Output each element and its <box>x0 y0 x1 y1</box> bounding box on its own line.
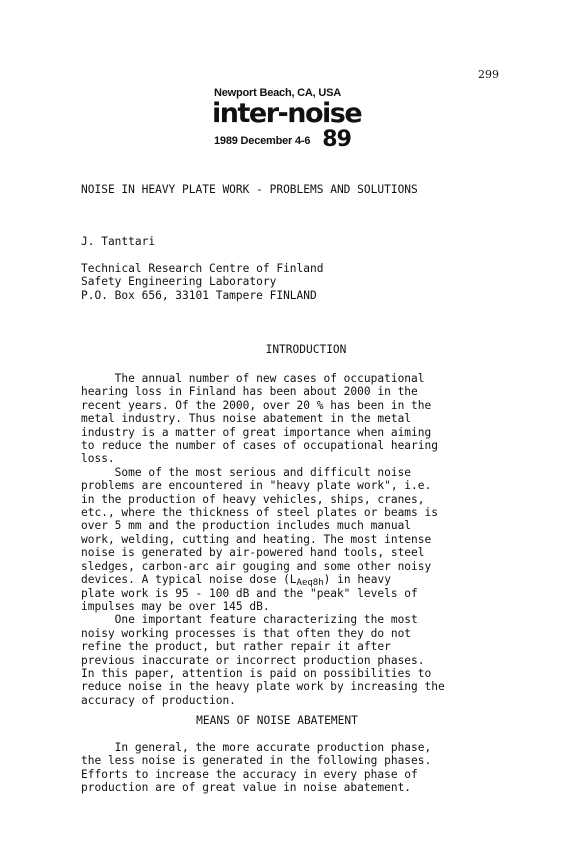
paragraph <box>81 372 511 466</box>
text-line: refine the product, but rather repair it after <box>81 640 391 654</box>
page-number: 299 <box>478 68 499 81</box>
affiliation-line: Safety Engineering Laboratory <box>81 275 277 289</box>
text-line: metal industry. Thus noise abatement in the metal <box>81 412 412 426</box>
text-line: impulses may be over 145 dB. <box>81 599 270 613</box>
text-line: plate work is 95 - 100 dB and the "peak" levels of <box>81 586 418 600</box>
paper-affiliation <box>81 262 511 302</box>
text-line: noise is generated by air-powered hand tools, steel <box>81 546 425 560</box>
text-line-noise-dose <box>81 573 511 589</box>
dose-text-after: ) in heavy <box>323 573 391 587</box>
text-line: noisy working processes is that often they do not <box>81 626 412 640</box>
text-line: accuracy of production. <box>81 693 236 707</box>
text-line: Efforts to increase the accuracy in every phase of <box>81 767 418 781</box>
text-line: in the production of heavy vehicles, ships, cranes, <box>81 492 425 506</box>
section-heading-means: MEANS OF NOISE ABATEMENT <box>196 714 358 727</box>
text-line: work, welding, cutting and heating. The most intense <box>81 532 432 546</box>
conference-date-row <box>214 129 374 151</box>
affiliation-line: P.O. Box 656, 33101 Tampere FINLAND <box>81 288 317 302</box>
text-line: production are of great value in noise abatement. <box>81 781 412 795</box>
text-line: the less noise is generated in the following phases. <box>81 754 432 768</box>
introduction-body <box>81 372 511 707</box>
text-line: reduce noise in the heavy plate work by increasing the <box>81 680 445 694</box>
text-line: In this paper, attention is paid on possibilities to <box>81 666 432 680</box>
text-line: recent years. Of the 2000, over 20 % has been in the <box>81 398 432 412</box>
conference-date: 1989 December 4-6 <box>214 135 311 147</box>
text-line: The annual number of new cases of occupational <box>81 372 425 385</box>
text-line: hearing loss in Finland has been about 2000 in the <box>81 385 418 399</box>
paragraph <box>81 741 511 795</box>
text-line: industry is a matter of great importance when aiming <box>81 425 432 439</box>
paragraph <box>81 466 511 613</box>
text-line: etc., where the thickness of steel plates or beams is <box>81 506 438 520</box>
paper-author: J. Tanttari <box>81 235 156 248</box>
paper-title: NOISE IN HEAVY PLATE WORK - PROBLEMS AND SOLUTIONS <box>81 183 418 196</box>
text-line: previous inaccurate or incorrect production phases. <box>81 653 425 667</box>
text-line: problems are encountered in "heavy plate work", i.e. <box>81 479 432 493</box>
conference-logo: inter-noise <box>212 98 362 129</box>
text-line: to reduce the number of cases of occupational hearing <box>81 439 438 453</box>
text-line: loss. <box>81 452 115 466</box>
text-line: In general, the more accurate production phase, <box>81 741 432 754</box>
text-line: sledges, carbon-arc air gouging and some other noisy <box>81 559 432 573</box>
conference-header <box>214 87 374 151</box>
paragraph <box>81 613 511 707</box>
dose-subscript: Aeq8h <box>296 578 324 589</box>
section-heading-introduction: INTRODUCTION <box>265 343 347 356</box>
dose-text-before: devices. A typical noise dose (L <box>81 573 297 587</box>
conference-year-mark: 89 <box>322 127 351 152</box>
text-line: over 5 mm and the production includes much manual <box>81 519 412 533</box>
conference-location: Newport Beach, CA, USA <box>214 87 342 99</box>
text-line: One important feature characterizing the most <box>81 613 418 627</box>
text-line: Some of the most serious and difficult noise <box>81 465 412 479</box>
affiliation-line: Technical Research Centre of Finland <box>81 262 324 275</box>
means-body <box>81 741 511 795</box>
